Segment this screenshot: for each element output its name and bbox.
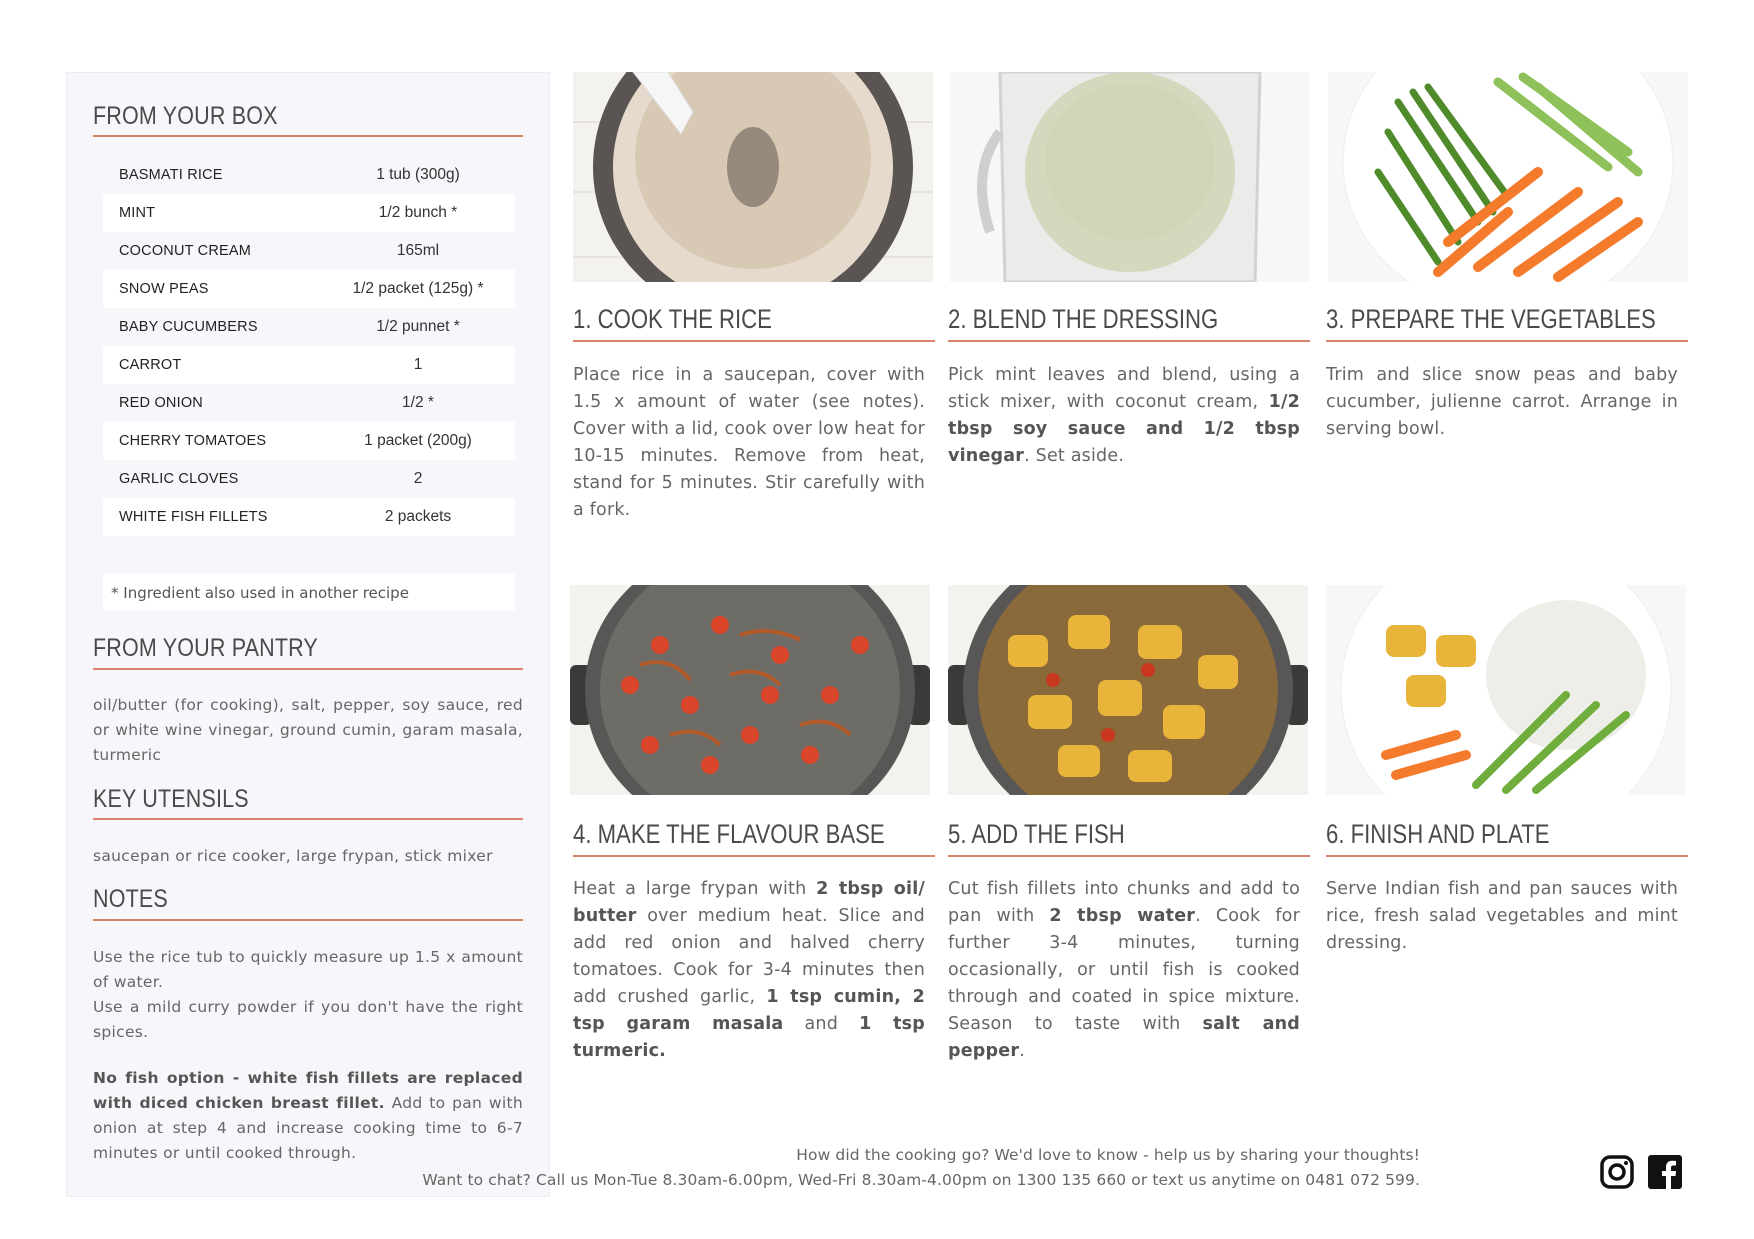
step-4-text bbox=[573, 876, 925, 1065]
section-divider bbox=[93, 818, 523, 820]
step-text-segment: . Cook for further 3-4 minutes, turning occasionally, or until fish is cooked through and coated in spice mixture. Season to taste with bbox=[948, 906, 1300, 1034]
feedback-prompt: How did the cooking go? We'd love to know - help us by sharing your thoughts! bbox=[796, 1146, 1420, 1164]
step-text-segment: Cut fish fillets into chunks and add to pan with bbox=[948, 879, 1300, 926]
ingredient-qty: 1 packet (200g) bbox=[364, 432, 472, 449]
step-5-text bbox=[948, 876, 1300, 1065]
ingredients-sidebar bbox=[66, 72, 550, 1197]
step-6-photo-plate bbox=[1326, 585, 1686, 795]
ingredient-name: GARLIC CLOVES bbox=[119, 471, 239, 487]
step-text-bold: 1 tsp cumin, 2 tsp garam masala bbox=[573, 987, 925, 1034]
ingredient-row bbox=[103, 422, 515, 460]
step-text-bold: 1 tsp turmeric. bbox=[573, 1014, 926, 1061]
step-text-segment: Trim and slice snow peas and baby cucumber, julienne carrot. Arrange in serving bowl. bbox=[1326, 365, 1678, 439]
step-text-bold: 2 tbsp water bbox=[1049, 906, 1196, 926]
step-1-photo-rice bbox=[573, 72, 933, 282]
step-divider bbox=[1326, 340, 1688, 342]
utensils-text: saucepan or rice cooker, large frypan, stick mixer bbox=[93, 847, 493, 865]
ingredient-name: WHITE FISH FILLETS bbox=[119, 509, 268, 525]
step-3-title: 3. PREPARE THE VEGETABLES bbox=[1326, 304, 1656, 334]
step-1-title: 1. COOK THE RICE bbox=[573, 304, 772, 334]
ingredient-qty: 2 packets bbox=[384, 508, 452, 525]
ingredient-qty: 1 bbox=[413, 356, 423, 373]
ingredient-row bbox=[103, 460, 515, 498]
contact-info: Want to chat? Call us Mon-Tue 8.30am-6.00pm, Wed-Fri 8.30am-4.00pm on 1300 135 660 or text us anytime on 0481 072 599. bbox=[422, 1171, 1420, 1189]
ingredient-row bbox=[103, 384, 515, 422]
section-divider bbox=[93, 919, 523, 921]
ingredient-name: CHERRY TOMATOES bbox=[119, 433, 267, 449]
section-divider bbox=[93, 135, 523, 137]
step-text-segment: . Set aside. bbox=[1024, 446, 1125, 466]
step-4-photo-flavour-base bbox=[570, 585, 930, 795]
ingredient-name: SNOW PEAS bbox=[119, 281, 209, 297]
step-text-segment: Place rice in a saucepan, cover with 1.5 x amount of water (see notes). Cover with a lid, cook over low heat for 10-15 minutes. Remove from heat, stand for 5 minutes. Stir carefully with a fork. bbox=[573, 365, 925, 520]
step-text-segment: . bbox=[1019, 1041, 1025, 1061]
pantry-text: oil/butter (for cooking), salt, pepper, soy sauce, red or white wine vinegar, ground cumin, garam masala, turmeric bbox=[93, 696, 523, 764]
step-1-text bbox=[573, 362, 925, 524]
ingredient-footnote: * Ingredient also used in another recipe bbox=[103, 573, 515, 611]
ingredient-row bbox=[103, 232, 515, 270]
step-divider bbox=[1326, 855, 1688, 857]
step-3-text bbox=[1326, 362, 1678, 443]
section-divider bbox=[93, 668, 523, 670]
note-no-fish-option bbox=[93, 1066, 523, 1166]
step-text-segment: over medium heat. Slice and add red onion and halved cherry tomatoes. Cook for 3-4 minutes then add crushed garlic, bbox=[573, 906, 925, 1007]
step-2-text bbox=[948, 362, 1300, 470]
ingredient-row bbox=[103, 270, 515, 308]
ingredient-name: CARROT bbox=[119, 357, 182, 373]
ingredient-name: MINT bbox=[119, 205, 156, 221]
step-5-title: 5. ADD THE FISH bbox=[948, 819, 1125, 849]
ingredient-table bbox=[103, 156, 515, 536]
step-text-bold: 2 tbsp oil/ butter bbox=[573, 879, 925, 926]
step-text-bold: salt and pepper bbox=[948, 1014, 1300, 1061]
step-text-segment: Pick mint leaves and blend, using a stick mixer, with coconut cream, bbox=[948, 365, 1300, 412]
step-divider bbox=[573, 340, 935, 342]
key-utensils-heading: KEY UTENSILS bbox=[93, 785, 249, 813]
ingredient-qty: 1/2 punnet * bbox=[376, 318, 460, 335]
instagram-icon[interactable] bbox=[1600, 1155, 1634, 1189]
step-text-segment: Serve Indian fish and pan sauces with rice, fresh salad vegetables and mint dressing. bbox=[1326, 879, 1678, 953]
note-rest: Add to pan with onion at step 4 and increase cooking time to 6-7 minutes or until cooked through. bbox=[93, 1094, 523, 1162]
ingredient-qty: 2 bbox=[413, 470, 423, 487]
ingredient-qty: 1/2 * bbox=[402, 394, 434, 411]
step-text-bold: 1/2 tbsp soy sauce and 1/2 tbsp vinegar bbox=[948, 392, 1300, 466]
ingredient-row bbox=[103, 308, 515, 346]
step-divider bbox=[948, 340, 1310, 342]
step-text-segment: and bbox=[783, 1014, 860, 1034]
ingredient-name: BASMATI RICE bbox=[119, 167, 223, 183]
step-6-text bbox=[1326, 876, 1678, 957]
step-5-photo-fish bbox=[948, 585, 1308, 795]
ingredient-name: RED ONION bbox=[119, 395, 203, 411]
note-line: Use a mild curry powder if you don't have the right spices. bbox=[93, 998, 523, 1041]
ingredient-name: COCONUT CREAM bbox=[119, 243, 252, 259]
step-divider bbox=[573, 855, 935, 857]
notes-heading: NOTES bbox=[93, 885, 168, 913]
ingredient-qty: 165ml bbox=[396, 242, 440, 259]
ingredient-name: BABY CUCUMBERS bbox=[119, 319, 258, 335]
step-4-title: 4. MAKE THE FLAVOUR BASE bbox=[573, 819, 885, 849]
step-2-title: 2. BLEND THE DRESSING bbox=[948, 304, 1219, 334]
ingredient-row bbox=[103, 346, 515, 384]
from-your-box-heading: FROM YOUR BOX bbox=[93, 102, 278, 130]
ingredient-qty: 1 tub (300g) bbox=[376, 166, 460, 183]
notes-text bbox=[93, 945, 523, 1166]
step-6-title: 6. FINISH AND PLATE bbox=[1326, 819, 1550, 849]
step-text-segment: Heat a large frypan with bbox=[573, 879, 817, 899]
ingredient-qty: 1/2 packet (125g) * bbox=[352, 280, 484, 297]
ingredient-qty: 1/2 bunch * bbox=[378, 204, 458, 221]
step-2-photo-dressing bbox=[950, 72, 1310, 282]
ingredient-row bbox=[103, 498, 515, 536]
step-3-photo-vegetables bbox=[1328, 72, 1688, 282]
step-divider bbox=[948, 855, 1310, 857]
ingredient-row bbox=[103, 194, 515, 232]
note-line: Use the rice tub to quickly measure up 1.5 x amount of water. bbox=[93, 948, 523, 991]
note-bold: No fish option - white fish fillets are replaced with diced chicken breast fillet. bbox=[93, 1069, 523, 1112]
from-your-pantry-heading: FROM YOUR PANTRY bbox=[93, 634, 318, 662]
ingredient-row bbox=[103, 156, 515, 194]
facebook-icon[interactable] bbox=[1648, 1155, 1682, 1189]
